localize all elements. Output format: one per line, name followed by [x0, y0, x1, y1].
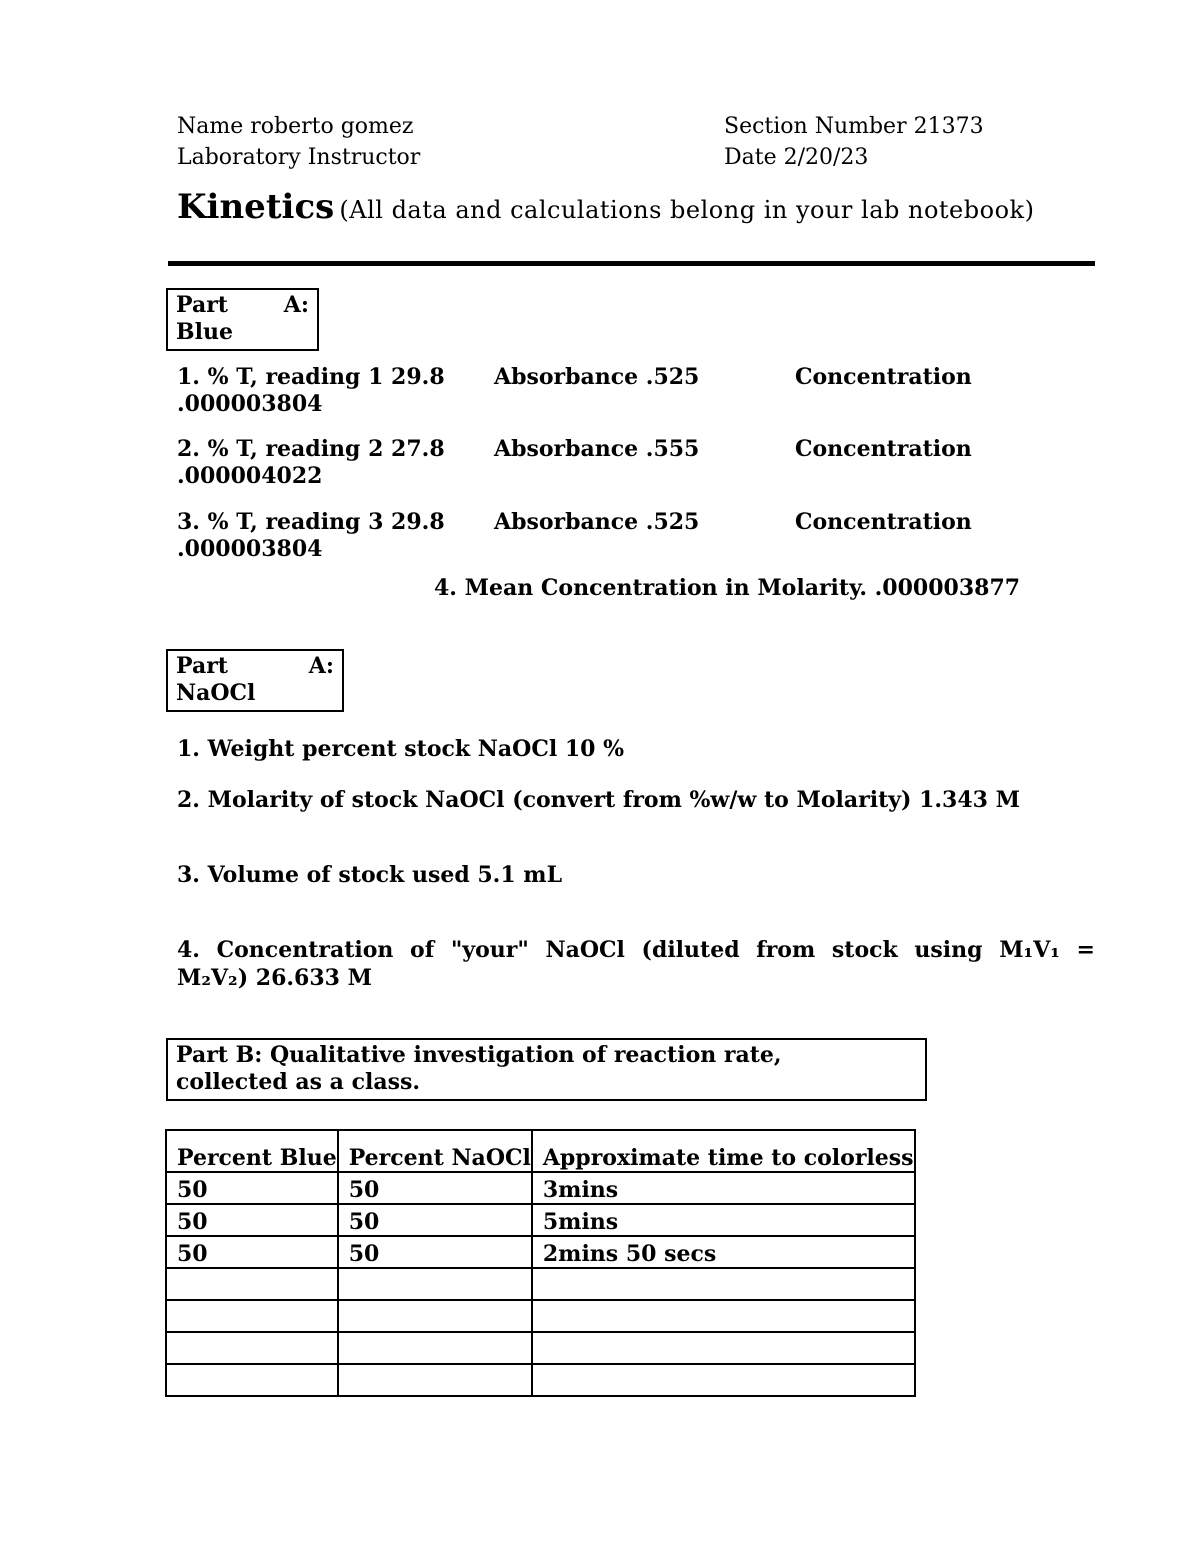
cell-percent-blue: [166, 1364, 338, 1396]
cell-percent-blue: 50: [166, 1172, 338, 1204]
reading-2-concentration-label: Concentration: [795, 436, 972, 462]
reading-2-absorbance: Absorbance .555: [494, 436, 700, 462]
cell-time: [532, 1268, 915, 1300]
title-divider: [168, 261, 1095, 266]
cell-percent-blue: 50: [166, 1204, 338, 1236]
header-time-to-colorless: Approximate time to colorless: [532, 1130, 915, 1172]
part-a-blue-heading-letter: A:: [283, 292, 309, 318]
cell-time: [532, 1300, 915, 1332]
reading-3-absorbance: Absorbance .525: [494, 509, 700, 535]
title-main: Kinetics: [177, 187, 335, 227]
cell-percent-blue: [166, 1332, 338, 1364]
part-a-blue-heading: [166, 288, 319, 351]
header-percent-blue: Percent Blue: [166, 1130, 338, 1172]
cell-time: 3mins: [532, 1172, 915, 1204]
cell-percent-naocl: [338, 1364, 532, 1396]
cell-percent-blue: 50: [166, 1236, 338, 1268]
cell-percent-naocl: [338, 1268, 532, 1300]
table-row: [166, 1364, 915, 1396]
table-row: [166, 1204, 915, 1236]
cell-time: 2mins 50 secs: [532, 1236, 915, 1268]
diluted-concentration-line-1: 4. Concentration of "your" NaOCl (diluted from stock using M₁V₁ =: [177, 937, 1095, 963]
reading-2-concentration-value: .000004022: [177, 463, 323, 489]
table-header-row: [166, 1130, 915, 1172]
reading-1-concentration-label: Concentration: [795, 364, 972, 390]
part-a-naocl-heading: [166, 649, 344, 712]
reading-3-concentration-value: .000003804: [177, 536, 323, 562]
weight-percent-stock: 1. Weight percent stock NaOCl 10 %: [177, 736, 625, 762]
table-row: [166, 1236, 915, 1268]
reading-3-percent-t: 3. % T, reading 3 29.8: [177, 509, 445, 535]
title-subtitle: (All data and calculations belong in your lab notebook): [339, 196, 1035, 224]
cell-percent-naocl: [338, 1332, 532, 1364]
part-b-heading-line-1: Part B: Qualitative investigation of reaction rate,: [176, 1042, 782, 1068]
name-field: Name roberto gomez: [177, 114, 414, 139]
cell-percent-naocl: 50: [338, 1236, 532, 1268]
reading-2-percent-t: 2. % T, reading 2 27.8: [177, 436, 445, 462]
volume-stock-used: 3. Volume of stock used 5.1 mL: [177, 862, 563, 888]
cell-percent-blue: [166, 1268, 338, 1300]
table-row: [166, 1300, 915, 1332]
cell-percent-blue: [166, 1300, 338, 1332]
mean-concentration: 4. Mean Concentration in Molarity. .000003877: [434, 575, 1021, 601]
diluted-concentration: [177, 936, 1095, 992]
part-b-heading: [166, 1038, 927, 1101]
part-b-heading-line-2: collected as a class.: [176, 1069, 421, 1095]
document-title: [177, 187, 1085, 230]
molarity-stock: 2. Molarity of stock NaOCl (convert from %w/w to Molarity) 1.343 M: [177, 787, 1020, 813]
cell-percent-naocl: [338, 1300, 532, 1332]
reading-1-percent-t: 1. % T, reading 1 29.8: [177, 364, 445, 390]
instructor-field: Laboratory Instructor: [177, 145, 421, 170]
cell-percent-naocl: 50: [338, 1204, 532, 1236]
part-a-blue-heading-label: Blue: [176, 319, 233, 345]
part-a-blue-heading-part: Part: [176, 292, 228, 318]
header-percent-naocl: Percent NaOCl: [338, 1130, 532, 1172]
cell-time: 5mins: [532, 1204, 915, 1236]
cell-time: [532, 1332, 915, 1364]
cell-percent-naocl: 50: [338, 1172, 532, 1204]
date-field: Date 2/20/23: [724, 145, 869, 170]
section-number-field: Section Number 21373: [724, 114, 984, 139]
part-a-naocl-heading-part: Part: [176, 653, 228, 679]
reaction-rate-table: [165, 1129, 916, 1397]
reading-3-concentration-label: Concentration: [795, 509, 972, 535]
table-row: [166, 1332, 915, 1364]
reading-1-concentration-value: .000003804: [177, 391, 323, 417]
table-row: [166, 1172, 915, 1204]
reading-1-absorbance: Absorbance .525: [494, 364, 700, 390]
cell-time: [532, 1364, 915, 1396]
table-row: [166, 1268, 915, 1300]
diluted-concentration-line-2: M₂V₂) 26.633 M: [177, 965, 372, 991]
part-a-naocl-heading-letter: A:: [308, 653, 334, 679]
part-a-naocl-heading-label: NaOCl: [176, 680, 256, 706]
